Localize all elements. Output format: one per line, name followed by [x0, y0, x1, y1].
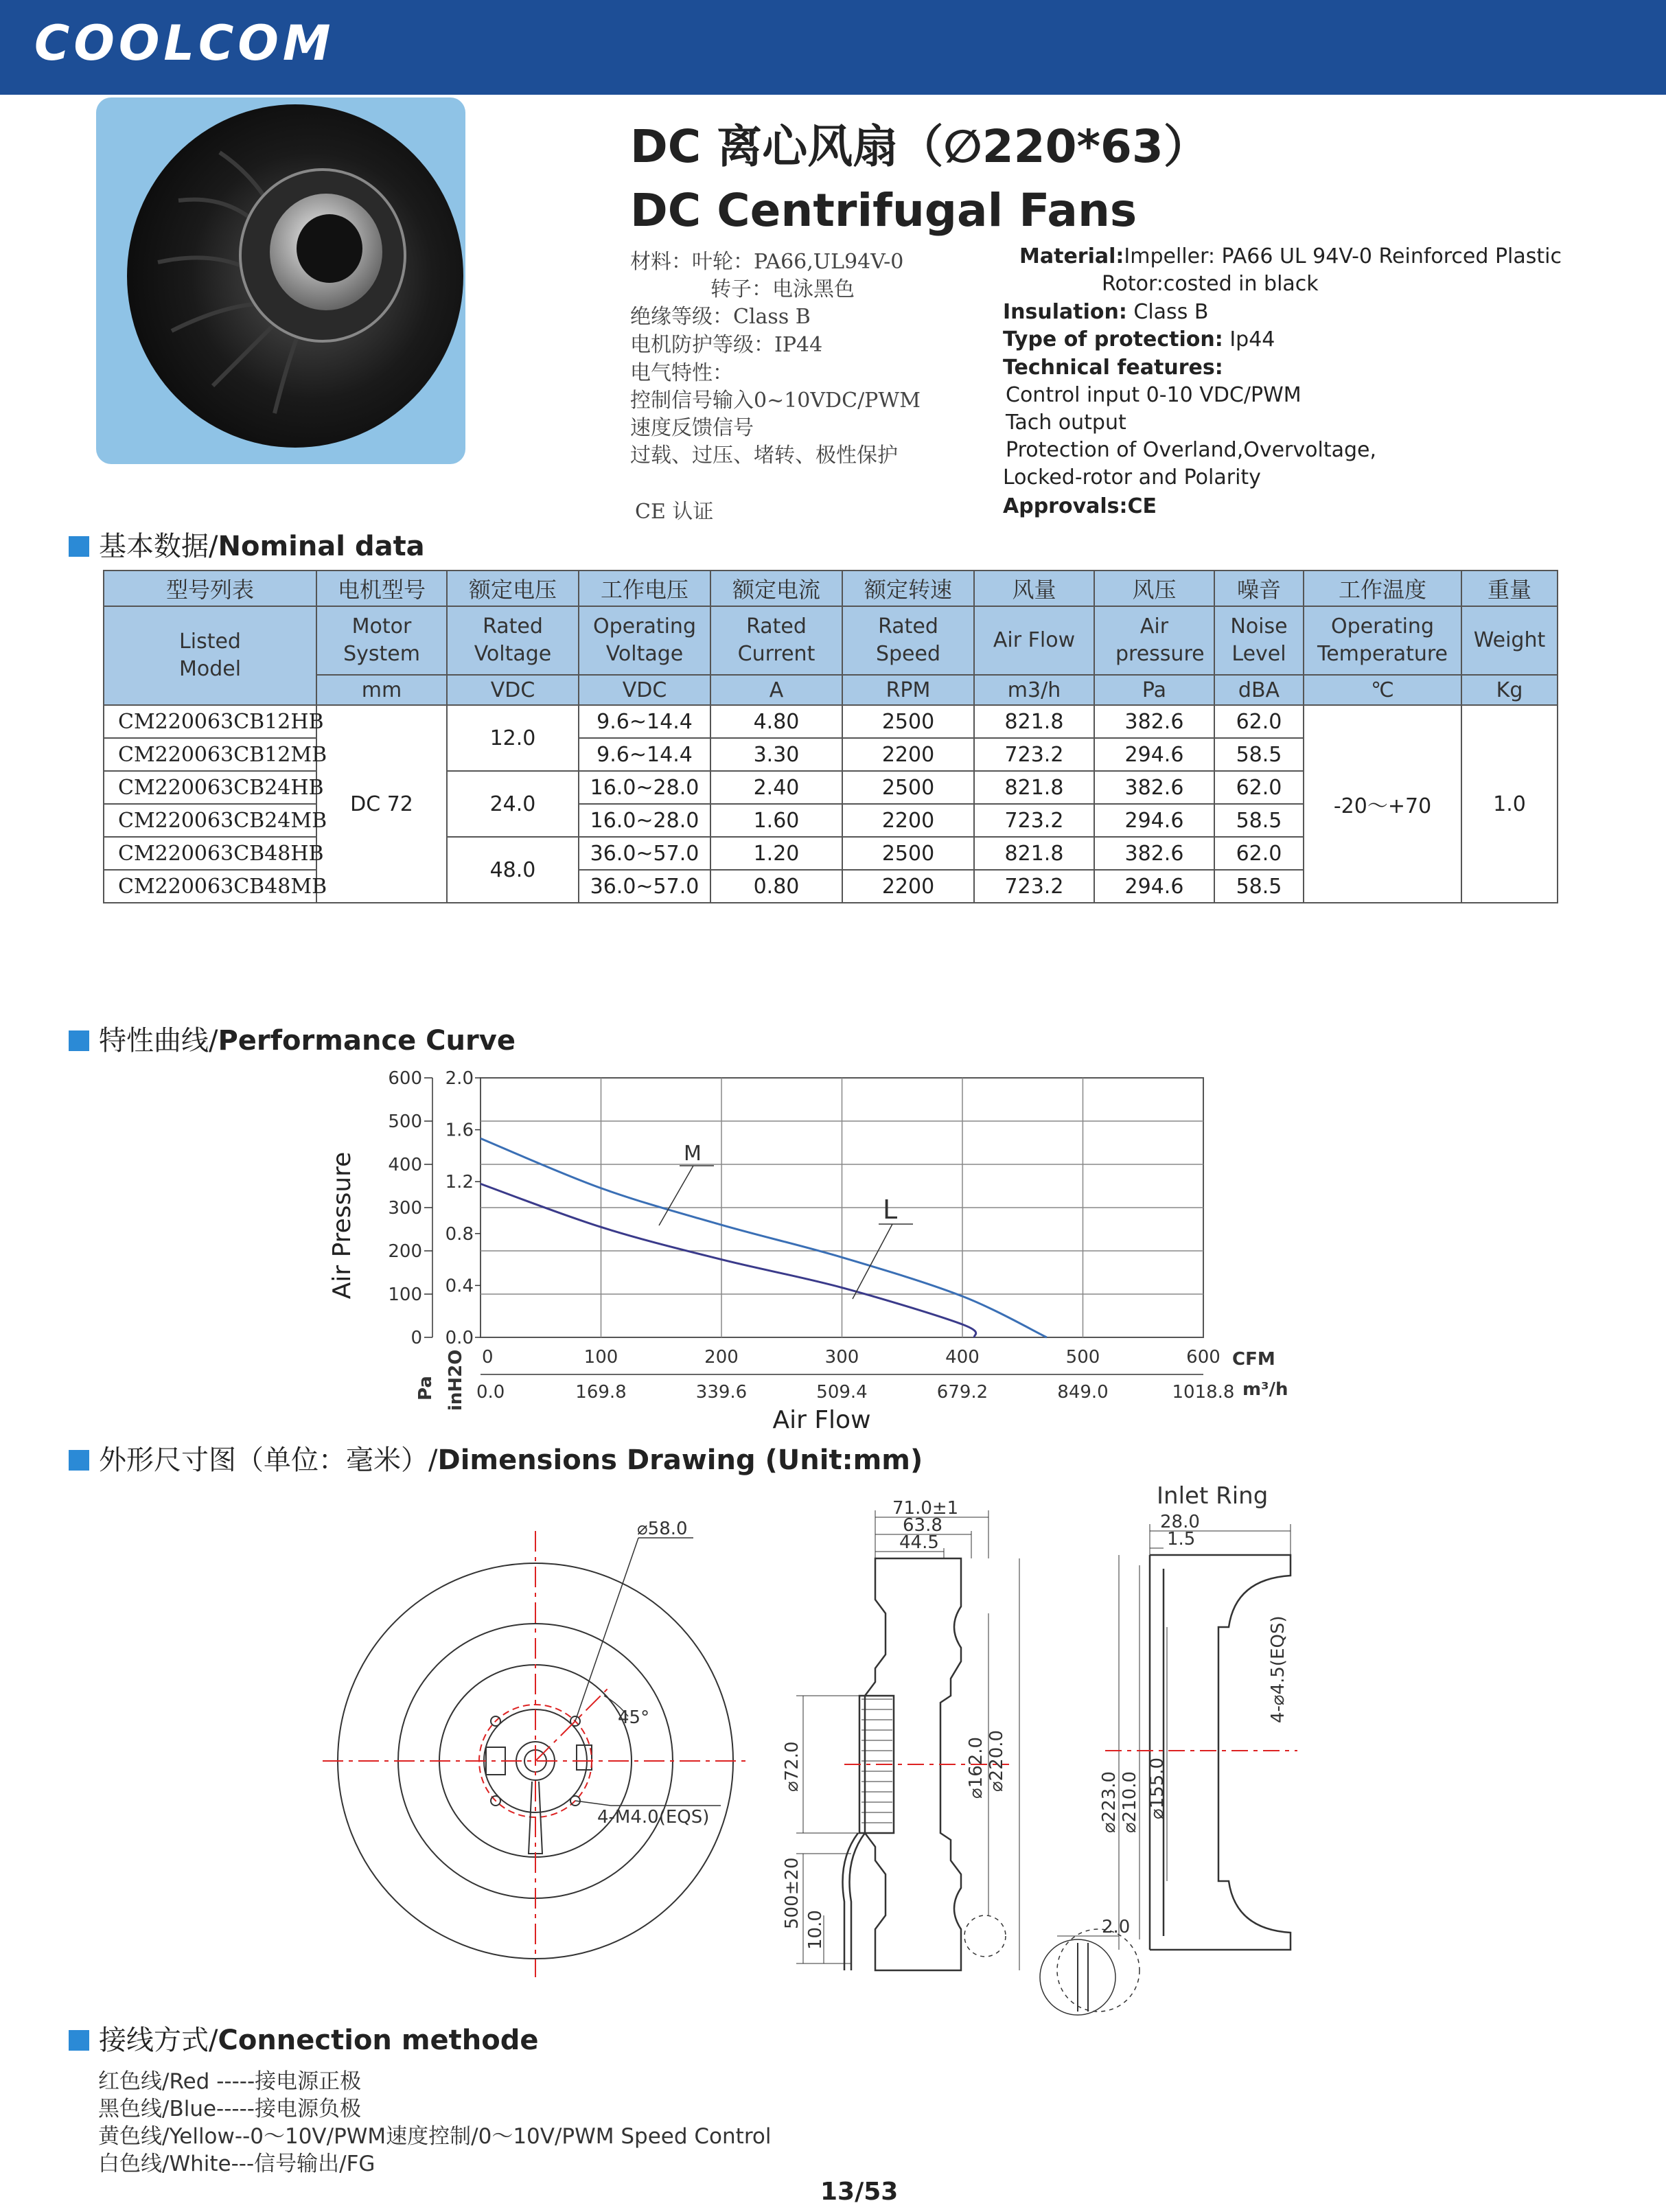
- dim-w71: 71.0±1: [892, 1498, 959, 1519]
- y-ticks: [388, 1068, 481, 1348]
- x-tick-label-m3h: 679.2: [936, 1382, 988, 1403]
- cell-pressure: 382.6: [1094, 837, 1214, 870]
- ring-title: Inlet Ring: [1157, 1482, 1269, 1510]
- x-tick-label-m3h: 339.6: [695, 1382, 748, 1403]
- cell-model: CM220063CB24HB: [104, 771, 316, 804]
- dim-cable: 500±20: [782, 1857, 802, 1929]
- curve-label-L: L: [883, 1195, 898, 1225]
- th-unit: m3/h: [974, 675, 1094, 705]
- x-tick-label-m3h: 509.4: [816, 1382, 868, 1403]
- front-view-drawing: [323, 1519, 762, 1977]
- th-en: Rated Voltage: [447, 606, 579, 675]
- cell-model: CM220063CB24MB: [104, 804, 316, 837]
- ring-w28: 28.0: [1160, 1512, 1200, 1532]
- fan-image: [96, 97, 465, 464]
- y-tick-label-inh2o: 1.2: [445, 1172, 474, 1193]
- cell-op-voltage: 16.0~28.0: [579, 804, 710, 837]
- section-nominal-data: 基本数据/Nominal data: [69, 525, 425, 564]
- dim-d220: ⌀220.0: [986, 1729, 1007, 1792]
- th-en: Listed Model: [104, 606, 316, 705]
- th-unit: VDC: [447, 675, 579, 705]
- x-tick-label-cfm: 300: [824, 1347, 859, 1368]
- cell-speed: 2200: [842, 804, 974, 837]
- th-unit: VDC: [579, 675, 710, 705]
- section-performance-curve: 特性曲线/Performance Curve: [69, 1019, 516, 1058]
- th-en: Air pressure: [1094, 606, 1214, 675]
- spec-cn-tach: 速度反馈信号: [630, 416, 754, 440]
- ring-d210: ⌀210.0: [1120, 1771, 1140, 1833]
- th-cn: 额定电压: [447, 571, 579, 606]
- spec-en-insulation: Insulation: Class B: [1003, 300, 1209, 324]
- y-tick-label-inh2o: 1.6: [445, 1120, 474, 1141]
- x-tick-label-m3h: 0.0: [476, 1382, 505, 1403]
- y-tick-label-inh2o: 0.8: [445, 1223, 474, 1245]
- page-number: 13/53: [820, 2178, 899, 2206]
- cell-airflow: 723.2: [974, 738, 1094, 771]
- performance-chart: [309, 1057, 1304, 1442]
- y-unit-inh2o: inH2O: [446, 1349, 466, 1411]
- cell-model: CM220063CB48MB: [104, 870, 316, 903]
- connection-white: 白色线/White---信号输出/FG: [98, 2152, 375, 2176]
- th-en: Operating Temperature: [1304, 606, 1461, 675]
- y-tick-label-pa: 400: [388, 1155, 422, 1175]
- cell-rated-voltage: 48.0: [447, 837, 579, 903]
- cell-op-voltage: 9.6~14.4: [579, 738, 710, 771]
- cell-rated-voltage: 12.0: [447, 705, 579, 771]
- y-tick-label-pa: 0: [410, 1328, 422, 1348]
- spec-en-features: Technical features:: [1003, 356, 1223, 380]
- spec-en-material: Material:Impeller: PA66 UL 94V-0 Reinforced Plastic: [1019, 244, 1562, 268]
- th-en: Rated Current: [710, 606, 842, 675]
- spec-cn-protect: 过载、过压、堵转、极性保护: [630, 443, 898, 468]
- th-cn: 工作温度: [1304, 571, 1461, 606]
- spec-cn-rotor: 转子：电泳黑色: [710, 277, 855, 301]
- cell-noise: 58.5: [1214, 804, 1304, 837]
- cell-model: CM220063CB12MB: [104, 738, 316, 771]
- dim-d162: ⌀162.0: [966, 1736, 986, 1799]
- cell-pressure: 294.6: [1094, 738, 1214, 771]
- y-unit-pa: Pa: [415, 1376, 436, 1401]
- chart-grid: [481, 1078, 1203, 1337]
- th-cn: 风量: [974, 571, 1094, 606]
- cell-pressure: 382.6: [1094, 771, 1214, 804]
- cell-pressure: 294.6: [1094, 870, 1214, 903]
- cell-noise: 62.0: [1214, 837, 1304, 870]
- y-tick-label-inh2o: 0.4: [445, 1276, 474, 1297]
- section-marker-icon: [69, 2030, 89, 2051]
- cell-model: CM220063CB48HB: [104, 837, 316, 870]
- cell-weight: 1.0: [1461, 705, 1558, 903]
- cell-op-voltage: 36.0~57.0: [579, 837, 710, 870]
- cell-current: 1.60: [710, 804, 842, 837]
- nominal-data-table: [103, 570, 1558, 903]
- y-tick-label-pa: 500: [388, 1111, 422, 1132]
- cell-pressure: 294.6: [1094, 804, 1214, 837]
- th-en: Weight: [1461, 606, 1558, 675]
- spec-en-protect: Protection of Overland,Overvoltage,: [1006, 438, 1377, 462]
- cell-current: 3.30: [710, 738, 842, 771]
- spec-cn-control: 控制信号输入0~10VDC/PWM: [630, 389, 921, 413]
- cell-speed: 2500: [842, 837, 974, 870]
- header-banner: [0, 0, 1666, 95]
- th-unit: ℃: [1304, 675, 1461, 705]
- dim-holes: 4-M4.0(EQS): [597, 1807, 710, 1828]
- x-tick-label-cfm: 600: [1186, 1347, 1220, 1368]
- dim-d72: ⌀72.0: [782, 1741, 802, 1792]
- spec-en-tach: Tach output: [1006, 411, 1126, 435]
- section-connection: 接线方式/Connection methode: [69, 2018, 538, 2058]
- curve-L: [481, 1184, 976, 1337]
- ring-d223: ⌀223.0: [1099, 1771, 1120, 1833]
- x-tick-label-m3h: 169.8: [575, 1382, 627, 1403]
- cell-temperature: -20～+70: [1304, 705, 1461, 903]
- product-photo: [96, 97, 465, 464]
- y-tick-label-pa: 300: [388, 1198, 422, 1219]
- spec-cn-insulation: 绝缘等级：Class B: [630, 305, 811, 329]
- th-unit: RPM: [842, 675, 974, 705]
- spec-cn-material: 材料：叶轮：PA66,UL94V-0: [630, 250, 904, 274]
- spec-en-locked: Locked-rotor and Polarity: [1003, 465, 1261, 489]
- th-en: Operating Voltage: [579, 606, 710, 675]
- cell-speed: 2200: [842, 870, 974, 903]
- x-tick-label-cfm: 500: [1065, 1347, 1100, 1368]
- cell-op-voltage: 36.0~57.0: [579, 870, 710, 903]
- th-cn: 型号列表: [104, 571, 316, 606]
- ring-d155: ⌀155.0: [1147, 1757, 1168, 1819]
- section-marker-icon: [69, 1030, 89, 1051]
- y-tick-label-inh2o: 0.0: [445, 1328, 474, 1348]
- y-tick-label-pa: 100: [388, 1284, 422, 1305]
- th-unit: Pa: [1094, 675, 1214, 705]
- th-en: Rated Speed: [842, 606, 974, 675]
- th-en: Noise Level: [1214, 606, 1304, 675]
- cell-op-voltage: 16.0~28.0: [579, 771, 710, 804]
- th-cn: 重量: [1461, 571, 1558, 606]
- connection-yellow: 黄色线/Yellow--0～10V/PWM速度控制/0～10V/PWM Speed Control: [98, 2124, 772, 2149]
- cell-pressure: 382.6: [1094, 705, 1214, 738]
- cell-noise: 62.0: [1214, 771, 1304, 804]
- table-header-cn: [104, 571, 1558, 606]
- th-cn: 工作电压: [579, 571, 710, 606]
- cell-airflow: 821.8: [974, 837, 1094, 870]
- th-unit: mm: [316, 675, 447, 705]
- table-header-units: [104, 675, 1558, 705]
- x-tick-label-m3h: 1018.8: [1172, 1382, 1235, 1403]
- ring-t2: 2.0: [1102, 1917, 1131, 1937]
- spec-en-rotor: Rotor:costed in black: [1102, 272, 1319, 296]
- x-tick-label-m3h: 849.0: [1057, 1382, 1109, 1403]
- title-cn: DC 离心风扇（∅220*63）: [630, 120, 1209, 173]
- x-axis-label: Air Flow: [772, 1406, 871, 1434]
- brand-logo: COOLCOM: [34, 15, 335, 71]
- x-tick-label-cfm: 400: [945, 1347, 980, 1368]
- th-unit: dBA: [1214, 675, 1304, 705]
- ring-detail-drawing: [1037, 1915, 1160, 2025]
- spec-en-control: Control input 0-10 VDC/PWM: [1006, 383, 1301, 407]
- cell-speed: 2200: [842, 738, 974, 771]
- cell-current: 4.80: [710, 705, 842, 738]
- th-cn: 电机型号: [316, 571, 447, 606]
- table-header-en: [104, 606, 1558, 675]
- th-unit: A: [710, 675, 842, 705]
- y-axis-label: Air Pressure: [328, 1151, 356, 1300]
- dim-strip: 10.0: [805, 1910, 826, 1950]
- cell-airflow: 821.8: [974, 771, 1094, 804]
- spec-cn-protection: 电机防护等级：IP44: [630, 333, 823, 357]
- dim-angle: 45°: [618, 1707, 650, 1728]
- th-cn: 风压: [1094, 571, 1214, 606]
- cell-speed: 2500: [842, 705, 974, 738]
- cell-current: 1.20: [710, 837, 842, 870]
- cell-current: 0.80: [710, 870, 842, 903]
- connection-blue: 黑色线/Blue-----接电源负极: [98, 2097, 361, 2121]
- curve-label-M: M: [684, 1142, 702, 1166]
- cell-op-voltage: 9.6~14.4: [579, 705, 710, 738]
- ring-w15: 1.5: [1167, 1529, 1196, 1549]
- x-unit-cfm: CFM: [1232, 1349, 1275, 1370]
- cell-speed: 2500: [842, 771, 974, 804]
- dim-w63: 63.8: [903, 1515, 942, 1536]
- section-marker-icon: [69, 1450, 89, 1471]
- th-cn: 噪音: [1214, 571, 1304, 606]
- spec-en-protection: Type of protection: Ip44: [1003, 327, 1275, 352]
- cell-airflow: 723.2: [974, 804, 1094, 837]
- th-unit: Kg: [1461, 675, 1558, 705]
- cell-noise: 58.5: [1214, 870, 1304, 903]
- x-unit-m3h: m³/h: [1242, 1379, 1288, 1400]
- x-ticks: [476, 1347, 1234, 1403]
- cell-airflow: 723.2: [974, 870, 1094, 903]
- curve-pointer-M: [659, 1166, 693, 1225]
- th-en: Motor System: [316, 606, 447, 675]
- chart-curves: [481, 1138, 1047, 1337]
- cell-current: 2.40: [710, 771, 842, 804]
- section-marker-icon: [69, 536, 89, 557]
- spec-cn-ce: CE 认证: [635, 500, 714, 524]
- y-tick-label-pa: 600: [388, 1068, 422, 1089]
- x-tick-label-cfm: 0: [482, 1347, 494, 1368]
- th-cn: 额定转速: [842, 571, 974, 606]
- title-en: DC Centrifugal Fans: [630, 184, 1137, 237]
- cell-motor: DC 72: [316, 705, 447, 903]
- ring-holes: 4-⌀4.5(EQS): [1268, 1615, 1288, 1723]
- cell-airflow: 821.8: [974, 705, 1094, 738]
- y-tick-label-pa: 200: [388, 1241, 422, 1262]
- cell-noise: 62.0: [1214, 705, 1304, 738]
- side-view-drawing: [783, 1490, 1009, 1984]
- table-row: [104, 705, 1558, 738]
- section-dimensions: 外形尺寸图（单位：毫米）/Dimensions Drawing (Unit:mm): [69, 1438, 923, 1477]
- th-cn: 额定电流: [710, 571, 842, 606]
- dim-d58: ⌀58.0: [637, 1519, 688, 1539]
- th-en: Air Flow: [974, 606, 1094, 675]
- y-tick-label-inh2o: 2.0: [445, 1068, 474, 1089]
- x-tick-label-cfm: 200: [704, 1347, 739, 1368]
- connection-red: 红色线/Red -----接电源正极: [98, 2069, 362, 2094]
- dim-w44: 44.5: [899, 1532, 939, 1553]
- curve-M: [481, 1138, 1047, 1337]
- cell-noise: 58.5: [1214, 738, 1304, 771]
- cell-rated-voltage: 24.0: [447, 771, 579, 837]
- x-tick-label-cfm: 100: [583, 1347, 618, 1368]
- cell-model: CM220063CB12HB: [104, 705, 316, 738]
- spec-cn-electrical: 电气特性：: [630, 361, 733, 385]
- spec-en-approvals: Approvals:CE: [1003, 494, 1157, 518]
